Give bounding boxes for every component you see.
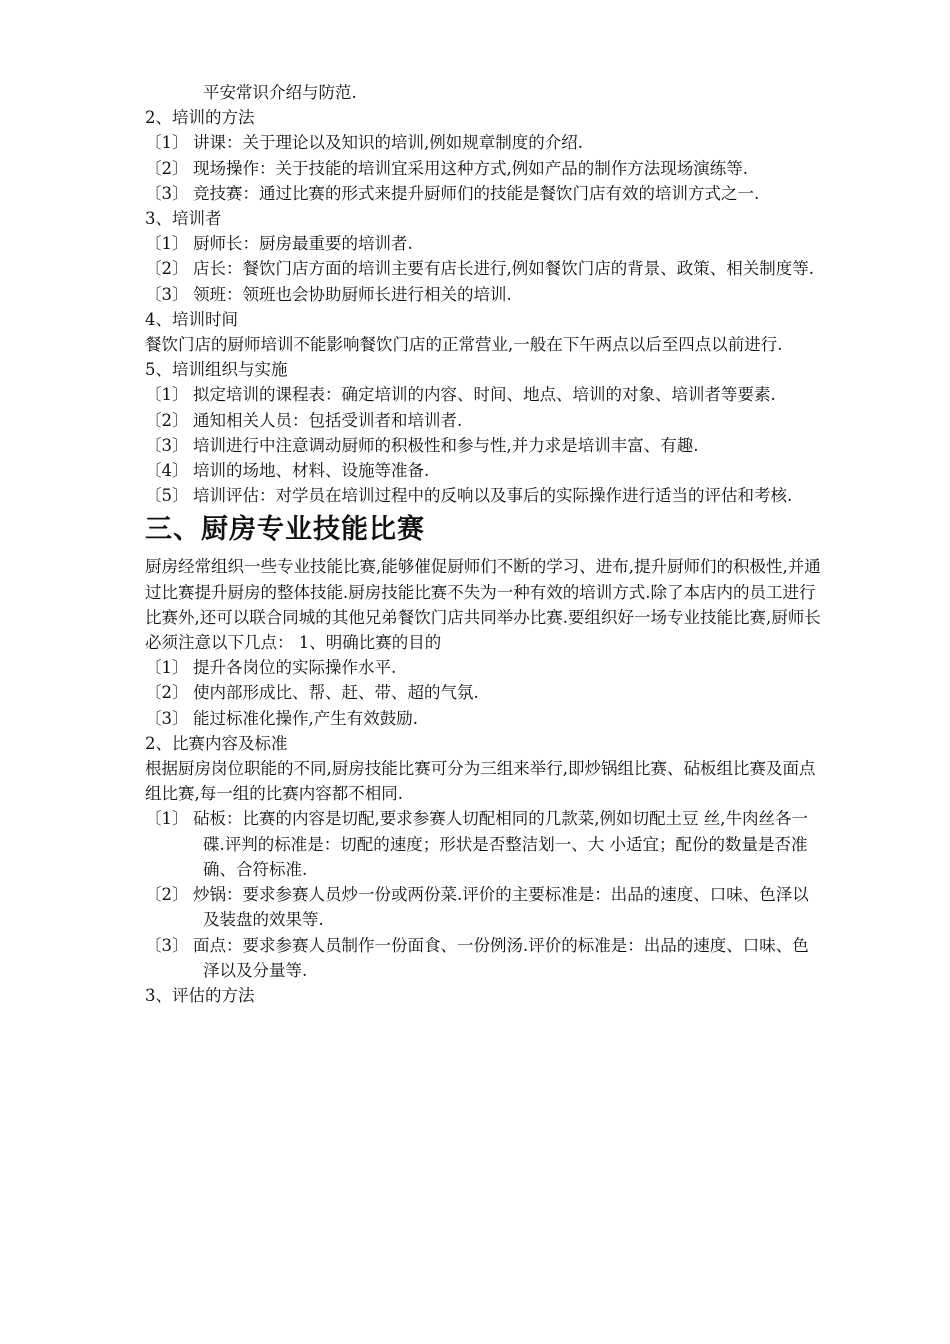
- chapter-heading: 三、厨房专业技能比赛: [145, 514, 425, 546]
- item-number: 〔3〕: [145, 284, 189, 304]
- list-item: [145, 882, 821, 932]
- section-organization: 5、培训组织与实施: [145, 360, 288, 380]
- item-number: 〔2〕: [145, 683, 189, 703]
- item-text: 使内部形成比、帮、赶、带、超的气氛.: [193, 683, 479, 703]
- item-text: 能过标准化操作,产生有效鼓励.: [193, 708, 418, 728]
- list-item: [145, 655, 821, 680]
- item-text: 砧板：比赛的内容是切配,要求参赛人切配相同的几款菜,例如切配土豆 丝,牛肉丝各一碟.评判的标准是：切配的速度；形状是否整洁划一、大 小适宜；配份的数量是否准确、合符标准.: [193, 809, 808, 879]
- continuation-line: 平安常识介绍与防范.: [203, 83, 357, 102]
- item-text: 拟定培训的课程表：确定培训的内容、时间、地点、培训的对象、培训者等要素.: [193, 385, 776, 405]
- item-number: 〔2〕: [145, 410, 189, 430]
- item-text: 培训进行中注意调动厨师的积极性和参与性,并力求是培训丰富、有趣.: [193, 435, 699, 455]
- item-number: 〔4〕: [145, 461, 189, 481]
- list-item: [145, 806, 821, 882]
- section-training-methods: 2、培训的方法: [145, 108, 255, 128]
- list-item: [145, 181, 821, 206]
- paragraph: 餐饮门店的厨师培训不能影响餐饮门店的正常营业,一般在下午两点以后至四点以前进行.: [145, 335, 783, 355]
- item-number: 〔2〕: [145, 259, 189, 279]
- item-number: 〔3〕: [145, 183, 189, 203]
- list-item: [145, 483, 821, 508]
- section-trainers: 3、培训者: [145, 209, 222, 229]
- list-item: [145, 933, 821, 983]
- item-number: 〔1〕: [145, 658, 189, 678]
- item-number: 〔2〕: [145, 885, 189, 905]
- item-number: 〔5〕: [145, 486, 189, 506]
- item-text: 面点：要求参赛人员制作一份面食、一份例汤.评价的标准是：出品的速度、口味、色泽以及分量等.: [193, 935, 809, 980]
- item-text: 店长：餐饮门店方面的培训主要有店长进行,例如餐饮门店的背景、政策、相关制度等.: [193, 259, 814, 279]
- section-evaluation: 3、评估的方法: [145, 985, 255, 1005]
- item-text: 讲课：关于理论以及知识的培训,例如规章制度的介绍.: [193, 133, 583, 153]
- list-item: [145, 680, 821, 705]
- paragraph: 根据厨房岗位职能的不同,厨房技能比赛可分为三组来举行,即炒锅组比赛、砧板组比赛及面点组比赛,每一组的比赛内容都不相同.: [145, 759, 816, 804]
- section-contest-content: 2、比赛内容及标准: [145, 733, 288, 753]
- item-text: 培训的场地、材料、设施等准备.: [193, 461, 430, 481]
- list-item: [145, 282, 821, 307]
- list-item: [145, 231, 821, 256]
- item-number: 〔1〕: [145, 385, 189, 405]
- list-item: [145, 256, 821, 281]
- list-item: [145, 130, 821, 155]
- item-number: 〔1〕: [145, 133, 189, 153]
- section-training-time: 4、培训时间: [145, 309, 238, 329]
- list-item: [145, 382, 821, 407]
- document-page: [145, 80, 821, 1008]
- item-text: 炒锅：要求参赛人员炒一份或两份菜.评价的主要标准是：出品的速度、口味、色泽以及装盘的效果等.: [193, 885, 809, 930]
- item-text: 领班：领班也会协助厨师长进行相关的培训.: [193, 284, 512, 304]
- list-item: [145, 156, 821, 181]
- item-number: 〔3〕: [145, 708, 189, 728]
- item-text: 竞技赛：通过比赛的形式来提升厨师们的技能是餐饮门店有效的培训方式之一.: [193, 183, 760, 203]
- list-item: [145, 458, 821, 483]
- item-number: 〔2〕: [145, 158, 189, 178]
- list-item: [145, 408, 821, 433]
- item-text: 通知相关人员：包括受训者和培训者.: [193, 410, 463, 430]
- item-text: 培训评估：对学员在培训过程中的反响以及事后的实际操作进行适当的评估和考核.: [193, 486, 793, 506]
- list-item: [145, 706, 821, 731]
- item-text: 现场操作：关于技能的培训宜采用这种方式,例如产品的制作方法现场演练等.: [193, 158, 748, 178]
- item-number: 〔1〕: [145, 809, 189, 829]
- item-text: 厨师长：厨房最重要的培训者.: [193, 234, 413, 254]
- item-number: 〔3〕: [145, 935, 189, 955]
- item-text: 提升各岗位的实际操作水平.: [193, 658, 397, 678]
- intro-paragraph: 厨房经常组织一些专业技能比赛,能够催促厨师们不断的学习、进布,提升厨师们的积极性,并通过比赛提升厨房的整体技能.厨房技能比赛不失为一种有效的培训方式.除了本店内的员工进行比赛外,还可以联合同城的其他兄弟餐饮门店共同举办比赛.要组织好一场专业技能比赛,厨师长必须注意以下几点： 1、明确比赛的目的: [145, 557, 821, 653]
- item-number: 〔1〕: [145, 234, 189, 254]
- list-item: [145, 433, 821, 458]
- item-number: 〔3〕: [145, 435, 189, 455]
